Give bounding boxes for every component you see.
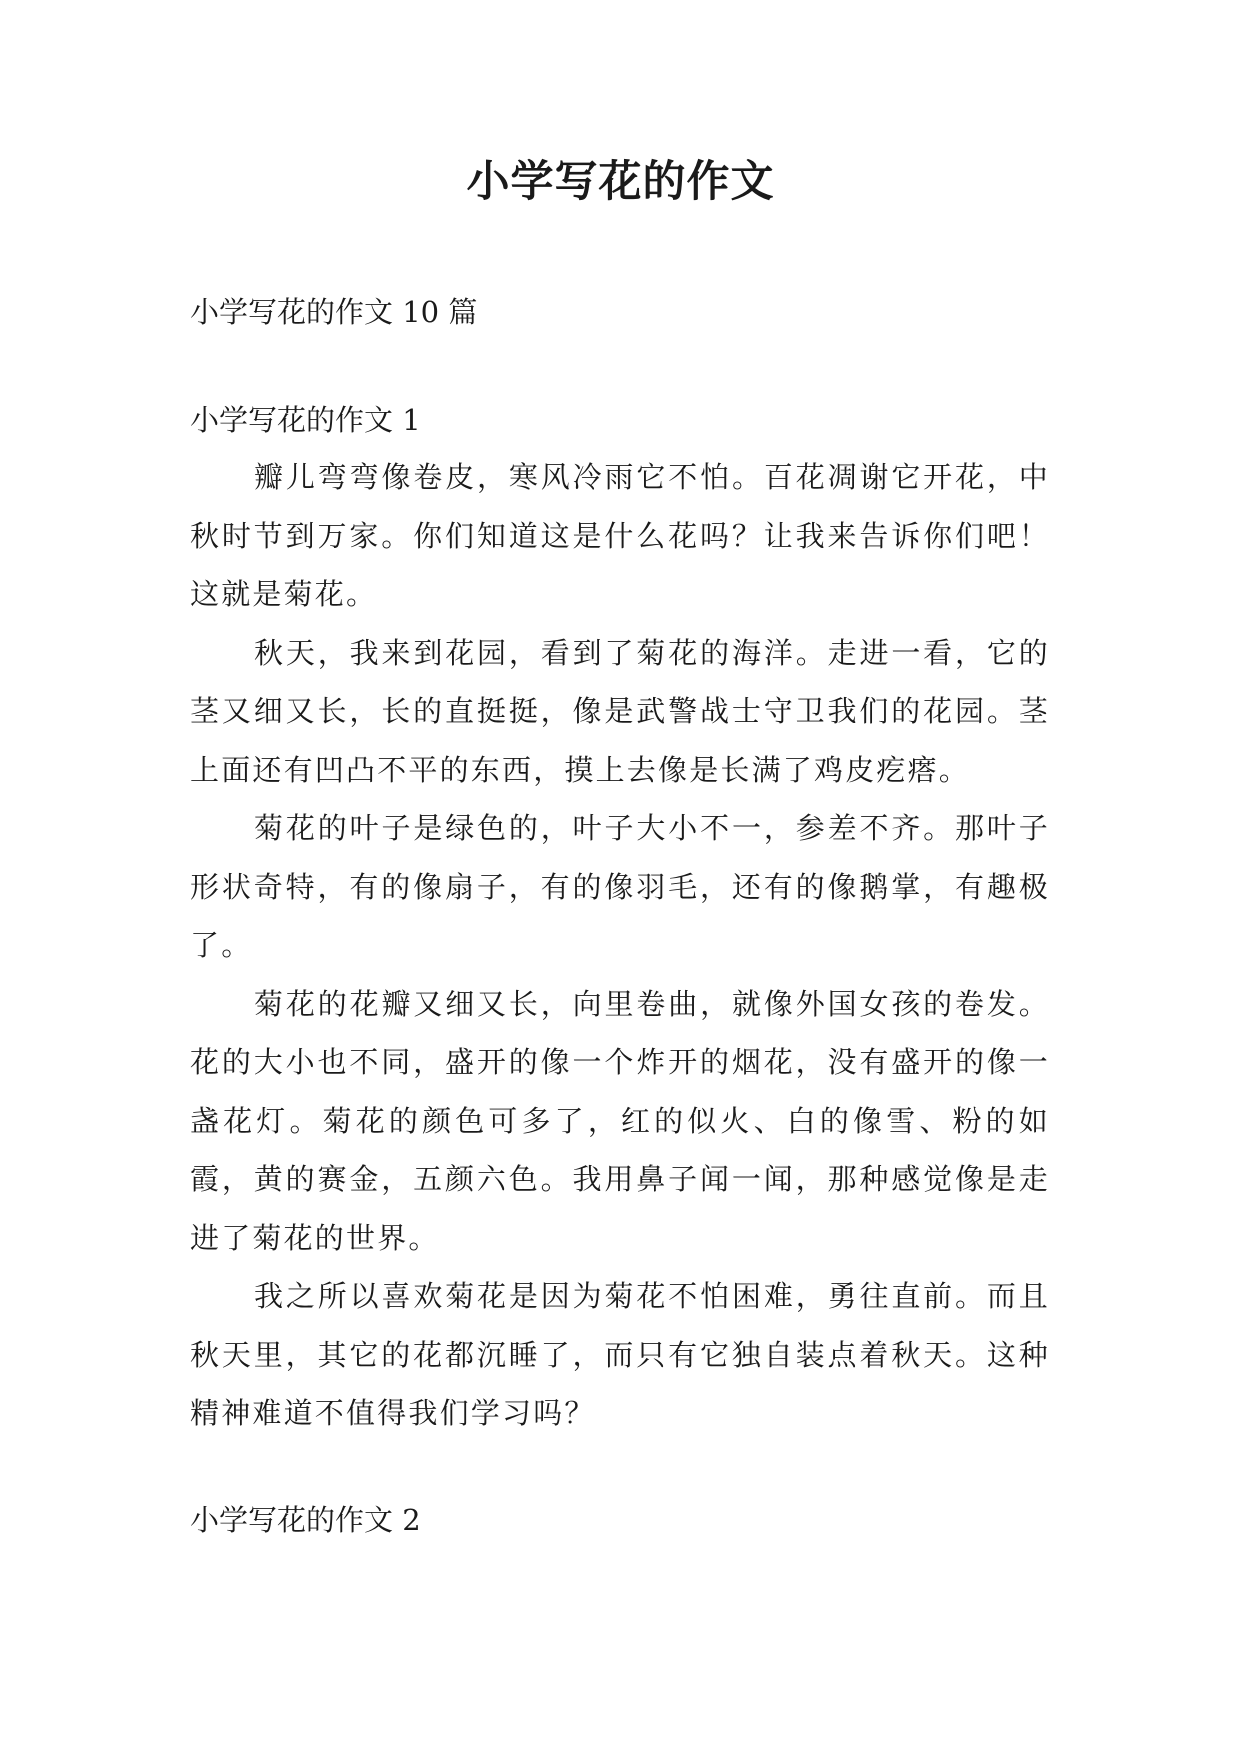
document-subtitle: 小学写花的作文 10 篇 [190, 295, 478, 329]
essay-heading: 小学写花的作文 1 [190, 403, 421, 437]
essay-paragraph: 瓣儿弯弯像卷皮，寒风冷雨它不怕。百花凋谢它开花，中秋时节到万家。你们知道这是什么花吗？让我来告诉你们吧！这就是菊花。 [190, 460, 1050, 611]
essay-section [190, 400, 1050, 1443]
essay-paragraph: 秋天，我来到花园，看到了菊花的海洋。走进一看，它的茎又细又长，长的直挺挺，像是武警战士守卫我们的花园。茎上面还有凹凸不平的东西，摸上去像是长满了鸡皮疙瘩。 [190, 635, 1050, 787]
essay-paragraph: 菊花的叶子是绿色的，叶子大小不一，参差不齐。那叶子形状奇特，有的像扇子，有的像羽毛，还有的像鹅掌，有趣极了。 [190, 811, 1050, 962]
essay-paragraph: 我之所以喜欢菊花是因为菊花不怕困难，勇往直前。而且秋天里，其它的花都沉睡了，而只有它独自装点着秋天。这种精神难道不值得我们学习吗？ [190, 1279, 1050, 1430]
essay-paragraph: 菊花的花瓣又细又长，向里卷曲，就像外国女孩的卷发。花的大小也不同，盛开的像一个炸开的烟花，没有盛开的像一盏花灯。菊花的颜色可多了，红的似火、白的像雪、粉的如霞，黄的赛金，五颜六色。我用鼻子闻一闻，那种感觉像是走进了菊花的世界。 [190, 986, 1050, 1255]
essay-heading: 小学写花的作文 2 [190, 1503, 421, 1537]
essay-section [190, 1500, 421, 1540]
document-title: 小学写花的作文 [466, 157, 775, 207]
